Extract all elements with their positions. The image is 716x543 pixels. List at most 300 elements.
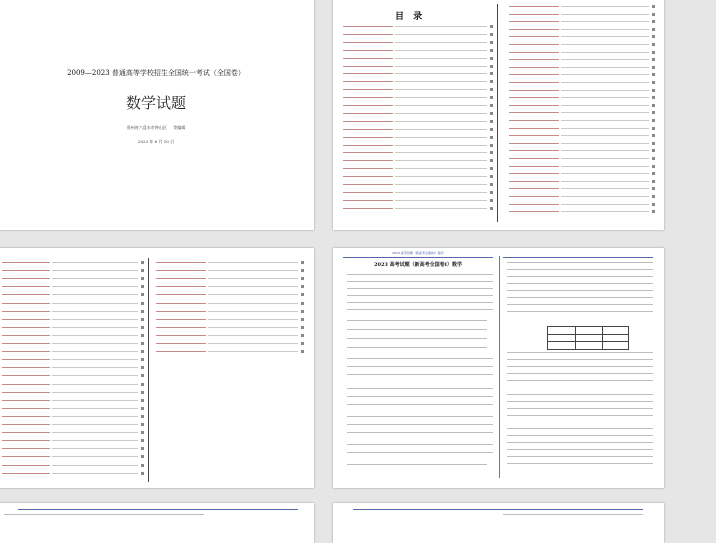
page-number-mark [301,310,304,313]
page-number-mark [490,88,493,91]
toc2-column-divider [148,258,149,482]
text-line [343,58,393,59]
text-line [52,335,138,336]
text-line [561,36,649,37]
next-page-right[interactable] [333,503,664,543]
text-line [507,276,653,277]
text-line [561,181,649,182]
text-line [208,335,298,336]
toc-page[interactable] [333,0,664,230]
text-line [507,428,653,429]
page-number-mark [301,342,304,345]
text-line [343,137,393,138]
text-line [395,200,487,201]
page-number-mark [652,43,655,46]
page-number-mark [301,277,304,280]
text-line [347,396,493,397]
page-number-mark [141,269,144,272]
page-number-mark [141,391,144,394]
text-line [561,59,649,60]
text-line [52,319,138,320]
text-line [343,160,393,161]
text-line [343,184,393,185]
text-line [561,14,649,15]
page-number-mark [652,13,655,16]
text-line [395,192,487,193]
text-line [2,327,50,328]
exam-title: 2023 高考试题（新高考全国卷Ⅰ）数学 [374,262,462,268]
text-line [156,294,206,295]
text-line [343,168,393,169]
text-line [52,465,138,466]
text-line [52,262,138,263]
text-line [52,416,138,417]
page-number-mark [141,407,144,410]
text-line [509,52,559,53]
page-number-mark [490,159,493,162]
text-line [347,358,493,359]
text-line [2,432,50,433]
text-line [347,452,493,453]
page-number-mark [141,447,144,450]
text-line [509,196,559,197]
text-line [507,442,653,443]
cover-date: 2023 年 6 月 10 日 [137,139,175,144]
text-line [395,168,487,169]
text-line [52,270,138,271]
text-line [343,145,393,146]
text-line [561,150,649,151]
text-line [347,320,487,321]
page-number-mark [490,183,493,186]
text-line [561,135,649,136]
page-number-mark [301,293,304,296]
page-number-mark [652,5,655,8]
text-line [347,274,493,275]
text-line [208,327,298,328]
text-line [156,343,206,344]
page-number-mark [490,144,493,147]
page-number-mark [652,104,655,107]
text-line [2,473,50,474]
text-line [2,408,50,409]
text-line [2,303,50,304]
page-number-mark [301,318,304,321]
text-line [347,309,493,310]
next-page-left[interactable] [0,503,314,543]
text-line [2,440,50,441]
text-line [561,112,649,113]
text-line [156,286,206,287]
page-number-mark [490,96,493,99]
text-line [208,286,298,287]
text-line [561,105,649,106]
text-line [561,6,649,7]
text-line [347,338,487,339]
text-line [156,270,206,271]
text-line [507,304,653,305]
text-line [561,44,649,45]
page-number-mark [141,374,144,377]
text-line [52,351,138,352]
text-line [2,351,50,352]
text-line [561,82,649,83]
text-line [509,44,559,45]
text-line [509,90,559,91]
toc-page-2[interactable] [0,248,314,488]
text-line [509,36,559,37]
text-line [561,188,649,189]
text-line [52,424,138,425]
text-line [52,400,138,401]
page-number-mark [490,136,493,139]
page-number-mark [652,210,655,213]
text-line [395,73,487,74]
text-line [52,359,138,360]
text-line [561,21,649,22]
text-line [2,465,50,466]
text-line [208,294,298,295]
text-line [561,166,649,167]
page-number-mark [652,20,655,23]
text-line [347,444,493,445]
text-line [156,351,206,352]
text-line [52,343,138,344]
exam-page[interactable] [333,248,664,488]
text-line [2,343,50,344]
page-number-mark [652,172,655,175]
page-number-mark [490,49,493,52]
text-line [509,120,559,121]
page-number-mark [141,366,144,369]
page-number-mark [652,28,655,31]
page-number-mark [490,151,493,154]
page-number-mark [652,66,655,69]
text-line [343,113,393,114]
text-line [561,158,649,159]
text-line [208,278,298,279]
text-line [507,283,653,284]
text-line [343,208,393,209]
text-line [52,448,138,449]
text-line [507,435,653,436]
text-line [343,192,393,193]
text-line [52,384,138,385]
page-number-mark [141,423,144,426]
text-line [208,343,298,344]
page-number-mark [490,72,493,75]
text-line [395,58,487,59]
text-line [395,26,487,27]
text-line [156,327,206,328]
text-line [507,290,653,291]
page-number-mark [141,318,144,321]
text-line [52,392,138,393]
text-line [507,394,653,395]
text-line [2,359,50,360]
page-number-mark [141,261,144,264]
text-line [2,375,50,376]
page-number-mark [652,35,655,38]
page-number-mark [490,104,493,107]
toc-column-divider [497,4,498,222]
page-number-mark [141,383,144,386]
page-number-mark [141,302,144,305]
text-line [2,384,50,385]
page-number-mark [652,111,655,114]
text-line [52,408,138,409]
page-number-mark [141,431,144,434]
exam-header-label: 2023 高考试题（新高考全国卷Ⅰ）数学 [392,251,444,255]
page-number-mark [490,128,493,131]
text-line [343,50,393,51]
page-number-mark [301,269,304,272]
text-line [561,74,649,75]
page-number-mark [141,326,144,329]
text-line [343,66,393,67]
text-line [509,97,559,98]
page-number-mark [490,191,493,194]
text-line [343,73,393,74]
page-number-mark [652,165,655,168]
text-line [395,208,487,209]
text-line [509,74,559,75]
exam-header-rule-right [503,257,653,258]
text-line [2,311,50,312]
cover-page[interactable] [0,0,314,230]
page-number-mark [490,175,493,178]
page-number-mark [141,350,144,353]
page-number-mark [301,350,304,353]
text-line [347,388,493,389]
cover-author: 贵州省六盘水市钟山区 等编辑 [126,125,186,130]
page-number-mark [490,207,493,210]
page-number-mark [652,195,655,198]
page-number-mark [652,81,655,84]
text-line [208,303,298,304]
text-line [347,464,487,465]
text-line [395,113,487,114]
text-line [395,34,487,35]
page-number-mark [490,112,493,115]
page-number-mark [141,399,144,402]
text-line [561,120,649,121]
page-number-mark [141,358,144,361]
text-line [347,295,493,296]
text-line [156,278,206,279]
text-line [343,34,393,35]
page-number-mark [141,334,144,337]
text-line [2,286,50,287]
page-number-mark [490,120,493,123]
text-line [2,319,50,320]
text-line [343,200,393,201]
text-line [395,89,487,90]
toc-heading: 目 录 [395,12,426,22]
text-line [156,311,206,312]
page-number-mark [141,455,144,458]
exam-header-rule [343,257,493,258]
text-line [343,26,393,27]
page-number-mark [490,41,493,44]
text-line [343,81,393,82]
text-line [52,278,138,279]
text-line [395,66,487,67]
text-line [343,176,393,177]
text-line [347,329,487,330]
text-line [507,380,653,381]
page-number-mark [652,127,655,130]
text-line [208,262,298,263]
text-line [2,294,50,295]
text-line [507,352,653,353]
page-number-mark [301,285,304,288]
text-line [343,121,393,122]
text-line [507,401,653,402]
text-line [2,392,50,393]
page-number-mark [652,96,655,99]
text-line [343,97,393,98]
text-line [347,288,493,289]
text-line [208,351,298,352]
exam-column-divider [499,256,500,478]
text-line [156,335,206,336]
text-line [395,152,487,153]
page-number-mark [141,285,144,288]
text-line [347,404,493,405]
text-line [561,97,649,98]
page-number-mark [301,326,304,329]
text-line [507,408,653,409]
text-line [509,67,559,68]
text-line [509,173,559,174]
text-line [343,42,393,43]
text-line [52,473,138,474]
text-line [509,188,559,189]
text-line [561,196,649,197]
text-line [395,145,487,146]
page-number-mark [490,199,493,202]
page-number-mark [652,187,655,190]
text-line [561,128,649,129]
page-number-mark [141,464,144,467]
text-line [52,367,138,368]
page-number-mark [652,73,655,76]
text-line [2,456,50,457]
page-number-mark [141,293,144,296]
text-line [156,262,206,263]
page-number-mark [652,58,655,61]
text-line [509,59,559,60]
page-number-mark [652,89,655,92]
text-line [509,135,559,136]
text-line [156,303,206,304]
text-line [507,262,653,263]
text-line [347,432,493,433]
page-number-mark [490,57,493,60]
page-number-mark [141,439,144,442]
text-line [561,67,649,68]
text-line [52,456,138,457]
text-line [509,6,559,7]
text-line [395,121,487,122]
text-line [52,286,138,287]
text-line [52,432,138,433]
page-number-mark [141,472,144,475]
page-number-mark [490,33,493,36]
text-line [343,152,393,153]
text-line [2,424,50,425]
text-line [395,129,487,130]
text-line [509,204,559,205]
text-line [507,415,653,416]
text-line [561,211,649,212]
text-line [2,416,50,417]
text-line [395,184,487,185]
text-line [347,424,493,425]
text-line [2,400,50,401]
text-line [2,367,50,368]
page-number-mark [141,415,144,418]
exam-table [547,326,629,350]
text-line [509,82,559,83]
page-number-mark [301,302,304,305]
text-line [395,97,487,98]
page-number-mark [490,167,493,170]
page-number-mark [652,134,655,137]
text-line [509,14,559,15]
page-number-mark [490,65,493,68]
text-line [347,347,487,348]
text-line [507,366,653,367]
text-line [2,262,50,263]
text-line [509,166,559,167]
text-line [561,204,649,205]
page-number-mark [652,51,655,54]
text-line [395,42,487,43]
page-number-mark [301,261,304,264]
text-line [507,359,653,360]
text-line [2,270,50,271]
text-line [343,105,393,106]
page-number-mark [652,203,655,206]
text-line [509,211,559,212]
page-number-mark [141,277,144,280]
cover-title: 数学试题 [125,94,186,112]
text-line [347,281,493,282]
page-number-mark [652,157,655,160]
page-number-mark [652,180,655,183]
text-line [507,449,653,450]
text-line [395,50,487,51]
page-number-mark [301,334,304,337]
text-line [561,29,649,30]
text-line [509,128,559,129]
text-line [395,105,487,106]
text-line [509,21,559,22]
text-line [52,294,138,295]
page-number-mark [490,25,493,28]
text-line [347,374,493,375]
text-line [52,311,138,312]
text-line [2,448,50,449]
page-number-mark [141,310,144,313]
text-line [2,335,50,336]
page-number-mark [141,342,144,345]
text-line [507,269,653,270]
page-number-mark [652,142,655,145]
text-line [509,29,559,30]
